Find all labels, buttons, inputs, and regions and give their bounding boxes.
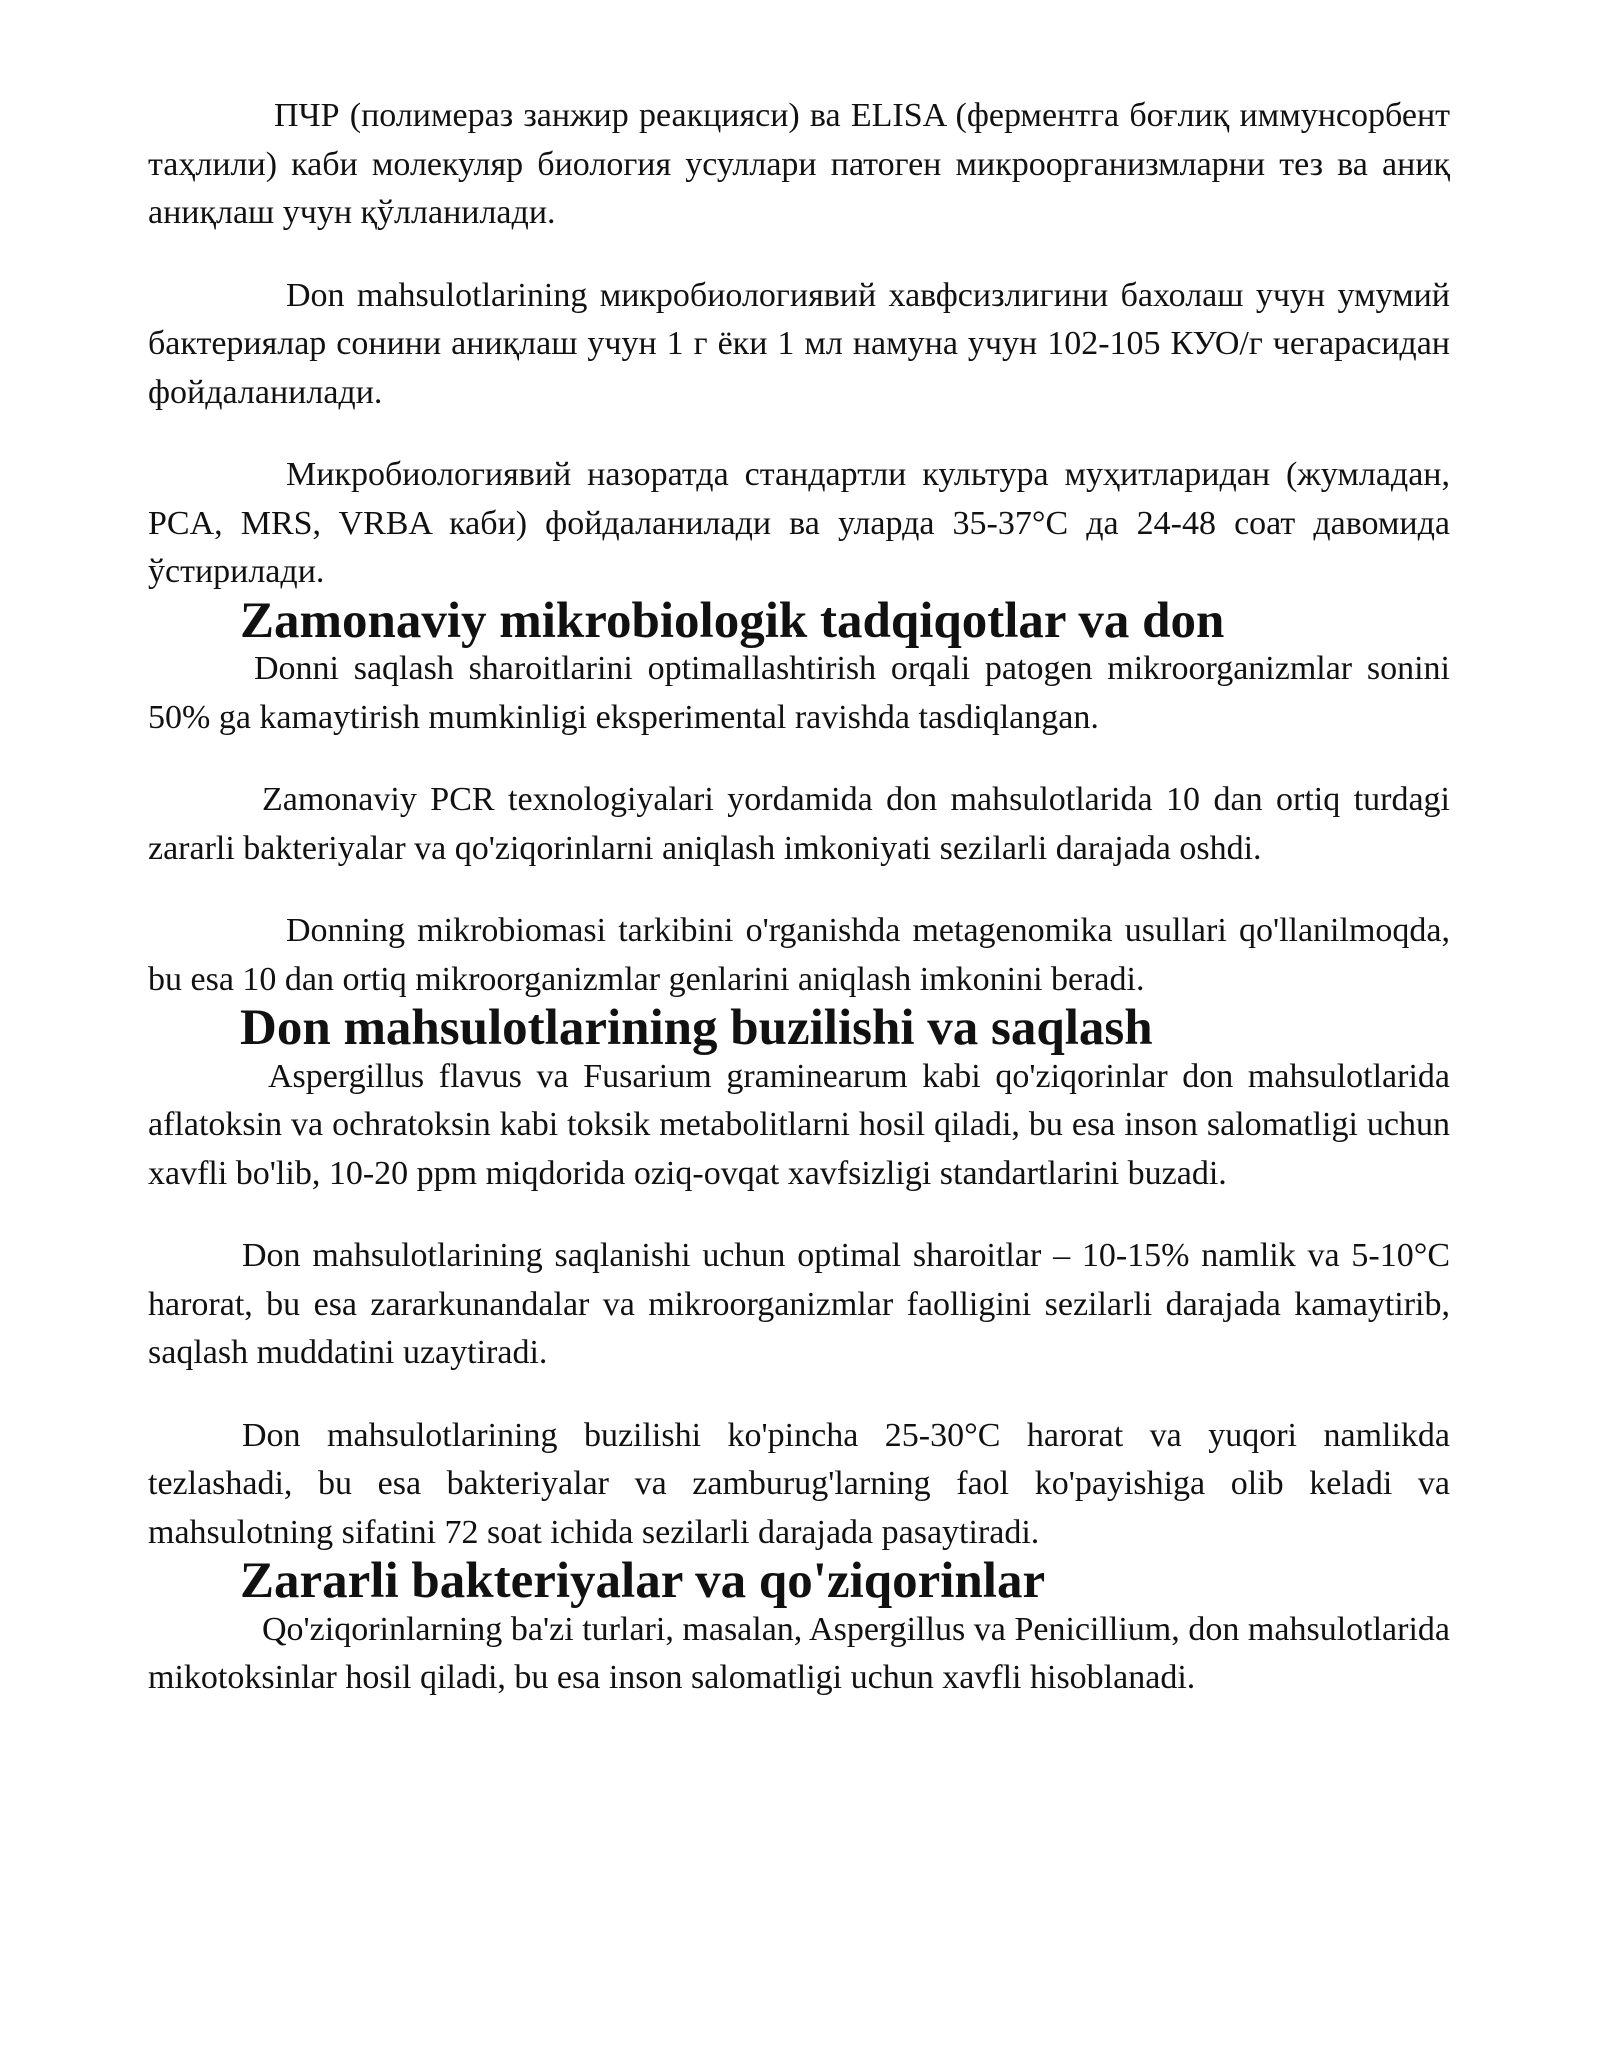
document-page — [148, 92, 1450, 1703]
paragraph-spoilage-acceleration: Don mahsulotlarining buzilishi ko'pincha 25-30°C harorat va yuqori namlikda tezlashadi, bu esa bakteriyalar va zamburug'larning faol ko'payishiga olib keladi va mahsulotning sifatini 72 soat ichida sezilarli darajada pasaytiradi. — [148, 1416, 1450, 1551]
paragraph-culture-media: Микробиологиявий назоратда стандартли культура муҳитларидан (жумладан, PCA, MRS, VRBA каби) фойдаланилади ва уларда 35-37°С да 24-48 соат давомида ўстирилади. — [148, 456, 1450, 590]
section-heading-modern-research: Zamonaviy mikrobiologik tadqiqotlar va don — [240, 592, 1225, 649]
paragraph-mycotoxins-fungi: Aspergillus flavus va Fusarium graminearum kabi qo'ziqorinlar don mahsulotlarida aflatoksin va ochratoksin kabi toksik metabolitlarni hosil qiladi, bu esa inson salomatligi uchun xavfli bo'lib, 10-20 ppm miqdorida oziq-ovqat xavfsizligi standartlarini buzadi. — [148, 1057, 1450, 1192]
paragraph-storage-optimization: Donni saqlash sharoitlarini optimallashtirish orqali patogen mikroorganizmlar sonini 50% ga kamaytirish mumkinligi eksperimental ravishda tasdiqlangan. — [148, 650, 1450, 736]
paragraph-mycotoxin-species: Qo'ziqorinlarning ba'zi turlari, masalan, Aspergillus va Penicillium, don mahsulotlarida mikotoksinlar hosil qiladi, bu esa inson salomatligi uchun xavfli hisoblanadi. — [148, 1610, 1450, 1696]
paragraph-pcr-elisa: ПЧР (полимераз занжир реакцияси) ва ELISA (ферментга боғлиқ иммунсорбент таҳлили) каби молекуляр биология усуллари патоген микроорганизмларни тез ва аниқ аниқлаш учун қўлланилади. — [148, 97, 1450, 231]
paragraph-bacteria-count: Don mahsulotlarining микробиологиявий хавфсизлигини бахолаш учун умумий бактериялар сонини аниқлаш учун 1 г ёки 1 мл намуна учун 102-105 КУО/г чегарасидан фойдаланилади. — [148, 276, 1450, 411]
section-heading-spoilage-storage: Don mahsulotlarining buzilishi va saqlash — [240, 1000, 1153, 1056]
paragraph-optimal-conditions: Don mahsulotlarining saqlanishi uchun optimal sharoitlar – 10-15% namlik va 5-10°C harorat, bu esa zararkunandalar va mikroorganizmlar faolligini sezilarli darajada kamaytirib, saqlash muddatini uzaytiradi. — [148, 1237, 1450, 1371]
paragraph-pcr-technology: Zamonaviy PCR texnologiyalari yordamida don mahsulotlarida 10 dan ortiq turdagi zararli bakteriyalar va qo'ziqorinlarni aniqlash imkoniyati sezilarli darajada oshdi. — [148, 781, 1450, 867]
section-heading-harmful-microbes: Zararli bakteriyalar va qo'ziqorinlar — [240, 1553, 1046, 1609]
paragraph-metagenomics: Donning mikrobiomasi tarkibini o'rganishda metagenomika usullari qo'llanilmoqda, bu esa 10 dan ortiq mikroorganizmlar genlarini aniqlash imkonini beradi. — [148, 912, 1450, 998]
